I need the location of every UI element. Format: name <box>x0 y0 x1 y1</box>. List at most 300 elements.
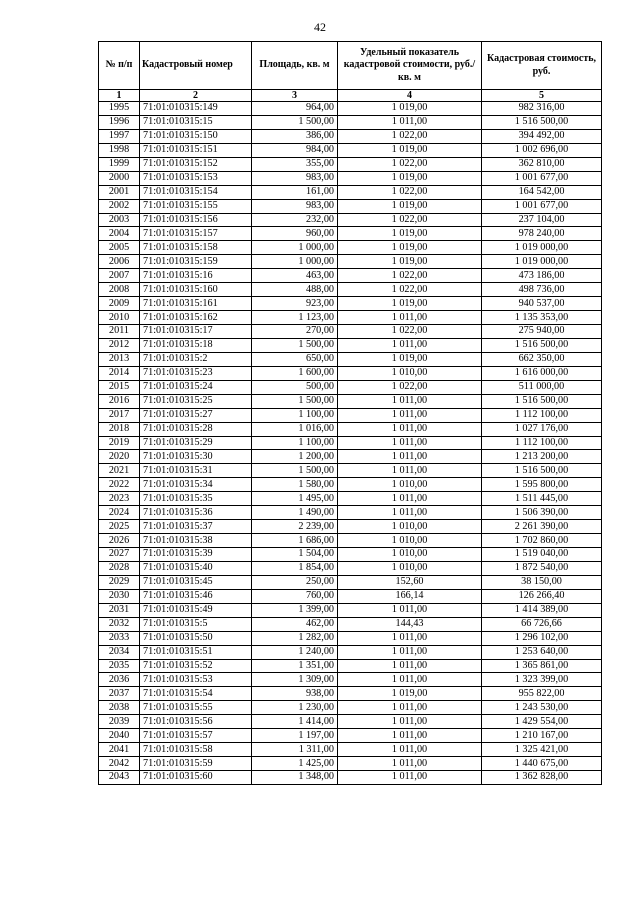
area-cell: 161,00 <box>252 185 338 199</box>
area-cell: 650,00 <box>252 352 338 366</box>
row-number-cell: 2002 <box>99 199 140 213</box>
cadastral-cost-cell: 1 519 040,00 <box>482 548 602 562</box>
table-row <box>99 255 602 269</box>
specific-value-cell: 1 011,00 <box>338 422 482 436</box>
cadastral-number-cell: 71:01:010315:39 <box>140 548 252 562</box>
header-area: Площадь, кв. м <box>252 42 338 90</box>
cadastral-number-cell: 71:01:010315:24 <box>140 380 252 394</box>
area-cell: 1 000,00 <box>252 241 338 255</box>
table-row <box>99 394 602 408</box>
cadastral-number-cell: 71:01:010315:56 <box>140 715 252 729</box>
row-number-cell: 2039 <box>99 715 140 729</box>
cadastral-number-cell: 71:01:010315:153 <box>140 171 252 185</box>
cadastral-number-cell: 71:01:010315:58 <box>140 743 252 757</box>
cadastral-number-cell: 71:01:010315:60 <box>140 771 252 785</box>
area-cell: 1 504,00 <box>252 548 338 562</box>
table-row <box>99 171 602 185</box>
row-number-cell: 2043 <box>99 771 140 785</box>
table-row <box>99 687 602 701</box>
cadastral-number-cell: 71:01:010315:149 <box>140 102 252 116</box>
cadastral-cost-cell: 1 019 000,00 <box>482 255 602 269</box>
row-number-cell: 2009 <box>99 297 140 311</box>
row-number-cell: 2042 <box>99 757 140 771</box>
specific-value-cell: 1 019,00 <box>338 255 482 269</box>
area-cell: 1 230,00 <box>252 701 338 715</box>
cadastral-cost-cell: 394 492,00 <box>482 129 602 143</box>
column-number: 2 <box>140 90 252 102</box>
row-number-cell: 2023 <box>99 492 140 506</box>
cadastral-number-cell: 71:01:010315:150 <box>140 129 252 143</box>
cadastral-number-cell: 71:01:010315:37 <box>140 520 252 534</box>
area-cell: 463,00 <box>252 269 338 283</box>
row-number-cell: 2025 <box>99 520 140 534</box>
row-number-cell: 2011 <box>99 325 140 339</box>
cadastral-cost-cell: 1 243 530,00 <box>482 701 602 715</box>
table-row <box>99 227 602 241</box>
row-number-cell: 2004 <box>99 227 140 241</box>
cadastral-number-cell: 71:01:010315:152 <box>140 157 252 171</box>
cadastral-number-cell: 71:01:010315:31 <box>140 464 252 478</box>
cadastral-number-cell: 71:01:010315:151 <box>140 143 252 157</box>
specific-value-cell: 1 022,00 <box>338 129 482 143</box>
specific-value-cell: 1 019,00 <box>338 687 482 701</box>
table-row <box>99 436 602 450</box>
row-number-cell: 2016 <box>99 394 140 408</box>
cadastral-cost-cell: 1 253 640,00 <box>482 645 602 659</box>
header-row-number: № п/п <box>99 42 140 90</box>
cadastral-cost-cell: 955 822,00 <box>482 687 602 701</box>
cadastral-table <box>98 41 602 785</box>
row-number-cell: 2000 <box>99 171 140 185</box>
column-number: 3 <box>252 90 338 102</box>
area-cell: 1 282,00 <box>252 631 338 645</box>
area-cell: 1 686,00 <box>252 534 338 548</box>
cadastral-number-cell: 71:01:010315:154 <box>140 185 252 199</box>
row-number-cell: 2036 <box>99 673 140 687</box>
table-row <box>99 673 602 687</box>
row-number-cell: 2022 <box>99 478 140 492</box>
specific-value-cell: 1 022,00 <box>338 185 482 199</box>
row-number-cell: 2028 <box>99 561 140 575</box>
cadastral-cost-cell: 940 537,00 <box>482 297 602 311</box>
table-row <box>99 729 602 743</box>
header-cadastral-cost: Кадастровая стоимость, руб. <box>482 42 602 90</box>
cadastral-cost-cell: 1 511 445,00 <box>482 492 602 506</box>
table-row <box>99 297 602 311</box>
specific-value-cell: 1 019,00 <box>338 297 482 311</box>
area-cell: 760,00 <box>252 589 338 603</box>
cadastral-number-cell: 71:01:010315:162 <box>140 311 252 325</box>
table-row <box>99 561 602 575</box>
cadastral-cost-cell: 978 240,00 <box>482 227 602 241</box>
specific-value-cell: 144,43 <box>338 617 482 631</box>
table-row <box>99 464 602 478</box>
area-cell: 355,00 <box>252 157 338 171</box>
specific-value-cell: 1 010,00 <box>338 561 482 575</box>
area-cell: 984,00 <box>252 143 338 157</box>
cadastral-cost-cell: 1 001 677,00 <box>482 171 602 185</box>
cadastral-cost-cell: 164 542,00 <box>482 185 602 199</box>
specific-value-cell: 1 022,00 <box>338 325 482 339</box>
table-row <box>99 645 602 659</box>
area-cell: 386,00 <box>252 129 338 143</box>
page-number: 42 <box>314 20 326 34</box>
column-number: 5 <box>482 90 602 102</box>
specific-value-cell: 1 011,00 <box>338 115 482 129</box>
cadastral-number-cell: 71:01:010315:51 <box>140 645 252 659</box>
cadastral-cost-cell: 1 595 800,00 <box>482 478 602 492</box>
area-cell: 250,00 <box>252 575 338 589</box>
cadastral-cost-cell: 1 135 353,00 <box>482 311 602 325</box>
row-number-cell: 1996 <box>99 115 140 129</box>
cadastral-cost-cell: 511 000,00 <box>482 380 602 394</box>
table-row <box>99 199 602 213</box>
cadastral-number-cell: 71:01:010315:54 <box>140 687 252 701</box>
specific-value-cell: 1 011,00 <box>338 743 482 757</box>
area-cell: 1 200,00 <box>252 450 338 464</box>
table-row <box>99 241 602 255</box>
cadastral-cost-cell: 1 112 100,00 <box>482 408 602 422</box>
table-row <box>99 325 602 339</box>
cadastral-cost-cell: 1 362 828,00 <box>482 771 602 785</box>
table-row <box>99 450 602 464</box>
table-row <box>99 743 602 757</box>
area-cell: 1 500,00 <box>252 394 338 408</box>
specific-value-cell: 1 022,00 <box>338 213 482 227</box>
area-cell: 923,00 <box>252 297 338 311</box>
area-cell: 1 100,00 <box>252 408 338 422</box>
row-number-cell: 1997 <box>99 129 140 143</box>
area-cell: 983,00 <box>252 199 338 213</box>
cadastral-number-cell: 71:01:010315:45 <box>140 575 252 589</box>
area-cell: 1 580,00 <box>252 478 338 492</box>
area-cell: 1 351,00 <box>252 659 338 673</box>
cadastral-number-cell: 71:01:010315:57 <box>140 729 252 743</box>
area-cell: 938,00 <box>252 687 338 701</box>
row-number-cell: 2026 <box>99 534 140 548</box>
cadastral-cost-cell: 1 702 860,00 <box>482 534 602 548</box>
cadastral-cost-cell: 126 266,40 <box>482 589 602 603</box>
cadastral-number-cell: 71:01:010315:17 <box>140 325 252 339</box>
area-cell: 1 495,00 <box>252 492 338 506</box>
area-cell: 1 425,00 <box>252 757 338 771</box>
table-row <box>99 478 602 492</box>
row-number-cell: 2032 <box>99 617 140 631</box>
row-number-cell: 2014 <box>99 366 140 380</box>
specific-value-cell: 1 010,00 <box>338 478 482 492</box>
cadastral-cost-cell: 498 736,00 <box>482 283 602 297</box>
table-row <box>99 715 602 729</box>
specific-value-cell: 1 019,00 <box>338 241 482 255</box>
specific-value-cell: 1 010,00 <box>338 520 482 534</box>
row-number-cell: 2033 <box>99 631 140 645</box>
cadastral-number-cell: 71:01:010315:30 <box>140 450 252 464</box>
specific-value-cell: 1 011,00 <box>338 394 482 408</box>
row-number-cell: 2013 <box>99 352 140 366</box>
area-cell: 1 309,00 <box>252 673 338 687</box>
row-number-cell: 2037 <box>99 687 140 701</box>
row-number-cell: 2006 <box>99 255 140 269</box>
cadastral-number-cell: 71:01:010315:36 <box>140 506 252 520</box>
cadastral-number-cell: 71:01:010315:23 <box>140 366 252 380</box>
specific-value-cell: 1 010,00 <box>338 534 482 548</box>
table-row <box>99 408 602 422</box>
table-row <box>99 380 602 394</box>
specific-value-cell: 1 011,00 <box>338 436 482 450</box>
specific-value-cell: 1 011,00 <box>338 715 482 729</box>
specific-value-cell: 1 019,00 <box>338 143 482 157</box>
cadastral-number-cell: 71:01:010315:25 <box>140 394 252 408</box>
table-row <box>99 520 602 534</box>
cadastral-number-cell: 71:01:010315:16 <box>140 269 252 283</box>
specific-value-cell: 1 011,00 <box>338 492 482 506</box>
cadastral-cost-cell: 1 001 677,00 <box>482 199 602 213</box>
specific-value-cell: 1 011,00 <box>338 645 482 659</box>
table-row <box>99 603 602 617</box>
row-number-cell: 2005 <box>99 241 140 255</box>
table-row <box>99 338 602 352</box>
row-number-cell: 2021 <box>99 464 140 478</box>
specific-value-cell: 1 019,00 <box>338 352 482 366</box>
cadastral-number-cell: 71:01:010315:40 <box>140 561 252 575</box>
cadastral-cost-cell: 237 104,00 <box>482 213 602 227</box>
cadastral-number-cell: 71:01:010315:2 <box>140 352 252 366</box>
row-number-cell: 2018 <box>99 422 140 436</box>
table-row <box>99 506 602 520</box>
area-cell: 1 016,00 <box>252 422 338 436</box>
area-cell: 1 414,00 <box>252 715 338 729</box>
cadastral-cost-cell: 1 414 389,00 <box>482 603 602 617</box>
header-cadastral-number: Кадастровый номер <box>140 42 252 90</box>
row-number-cell: 1999 <box>99 157 140 171</box>
table-row <box>99 366 602 380</box>
cadastral-cost-cell: 1 325 421,00 <box>482 743 602 757</box>
specific-value-cell: 1 011,00 <box>338 408 482 422</box>
area-cell: 1 500,00 <box>252 338 338 352</box>
specific-value-cell: 1 011,00 <box>338 506 482 520</box>
cadastral-number-cell: 71:01:010315:38 <box>140 534 252 548</box>
specific-value-cell: 1 011,00 <box>338 311 482 325</box>
cadastral-number-cell: 71:01:010315:155 <box>140 199 252 213</box>
row-number-cell: 2007 <box>99 269 140 283</box>
cadastral-cost-cell: 1 516 500,00 <box>482 338 602 352</box>
area-cell: 1 399,00 <box>252 603 338 617</box>
cadastral-number-cell: 71:01:010315:161 <box>140 297 252 311</box>
specific-value-cell: 1 019,00 <box>338 102 482 116</box>
specific-value-cell: 1 022,00 <box>338 269 482 283</box>
area-cell: 1 854,00 <box>252 561 338 575</box>
cadastral-cost-cell: 66 726,66 <box>482 617 602 631</box>
area-cell: 964,00 <box>252 102 338 116</box>
cadastral-number-cell: 71:01:010315:34 <box>140 478 252 492</box>
table-row <box>99 631 602 645</box>
row-number-cell: 2027 <box>99 548 140 562</box>
table-row <box>99 283 602 297</box>
row-number-cell: 2015 <box>99 380 140 394</box>
cadastral-cost-cell: 1 019 000,00 <box>482 241 602 255</box>
specific-value-cell: 1 022,00 <box>338 283 482 297</box>
cadastral-number-cell: 71:01:010315:18 <box>140 338 252 352</box>
table-body <box>99 102 602 785</box>
cadastral-number-cell: 71:01:010315:15 <box>140 115 252 129</box>
cadastral-cost-cell: 275 940,00 <box>482 325 602 339</box>
area-cell: 1 240,00 <box>252 645 338 659</box>
row-number-cell: 2031 <box>99 603 140 617</box>
area-cell: 1 348,00 <box>252 771 338 785</box>
specific-value-cell: 1 011,00 <box>338 673 482 687</box>
cadastral-number-cell: 71:01:010315:55 <box>140 701 252 715</box>
area-cell: 1 123,00 <box>252 311 338 325</box>
cadastral-cost-cell: 1 516 500,00 <box>482 394 602 408</box>
area-cell: 1 311,00 <box>252 743 338 757</box>
table-row <box>99 311 602 325</box>
specific-value-cell: 152,60 <box>338 575 482 589</box>
specific-value-cell: 1 011,00 <box>338 450 482 464</box>
area-cell: 1 500,00 <box>252 115 338 129</box>
table-row <box>99 143 602 157</box>
specific-value-cell: 1 019,00 <box>338 171 482 185</box>
cadastral-cost-cell: 1 213 200,00 <box>482 450 602 464</box>
table-row <box>99 589 602 603</box>
row-number-cell: 1995 <box>99 102 140 116</box>
cadastral-cost-cell: 1 872 540,00 <box>482 561 602 575</box>
row-number-cell: 2012 <box>99 338 140 352</box>
area-cell: 232,00 <box>252 213 338 227</box>
area-cell: 1 000,00 <box>252 255 338 269</box>
row-number-cell: 2030 <box>99 589 140 603</box>
specific-value-cell: 1 022,00 <box>338 380 482 394</box>
header-specific-value: Удельный показатель кадастровой стоимости, руб./кв. м <box>338 42 482 90</box>
row-number-cell: 2035 <box>99 659 140 673</box>
specific-value-cell: 1 011,00 <box>338 603 482 617</box>
cadastral-number-cell: 71:01:010315:158 <box>140 241 252 255</box>
table-row <box>99 659 602 673</box>
area-cell: 1 600,00 <box>252 366 338 380</box>
table-row <box>99 352 602 366</box>
table-row <box>99 269 602 283</box>
cadastral-cost-cell: 1 516 500,00 <box>482 464 602 478</box>
specific-value-cell: 1 010,00 <box>338 548 482 562</box>
table-row <box>99 575 602 589</box>
cadastral-cost-cell: 1 210 167,00 <box>482 729 602 743</box>
area-cell: 2 239,00 <box>252 520 338 534</box>
table-row <box>99 492 602 506</box>
area-cell: 500,00 <box>252 380 338 394</box>
table-row <box>99 213 602 227</box>
column-number: 4 <box>338 90 482 102</box>
specific-value-cell: 1 019,00 <box>338 199 482 213</box>
cadastral-cost-cell: 1 323 399,00 <box>482 673 602 687</box>
specific-value-cell: 1 011,00 <box>338 757 482 771</box>
cadastral-cost-cell: 1 516 500,00 <box>482 115 602 129</box>
cadastral-cost-cell: 1 296 102,00 <box>482 631 602 645</box>
cadastral-cost-cell: 38 150,00 <box>482 575 602 589</box>
specific-value-cell: 1 011,00 <box>338 631 482 645</box>
table-row <box>99 548 602 562</box>
row-number-cell: 2040 <box>99 729 140 743</box>
cadastral-number-cell: 71:01:010315:5 <box>140 617 252 631</box>
table-row <box>99 129 602 143</box>
cadastral-cost-cell: 362 810,00 <box>482 157 602 171</box>
area-cell: 983,00 <box>252 171 338 185</box>
cadastral-number-cell: 71:01:010315:29 <box>140 436 252 450</box>
row-number-cell: 2010 <box>99 311 140 325</box>
cadastral-cost-cell: 1 440 675,00 <box>482 757 602 771</box>
area-cell: 960,00 <box>252 227 338 241</box>
table-row <box>99 422 602 436</box>
specific-value-cell: 1 010,00 <box>338 366 482 380</box>
cadastral-number-cell: 71:01:010315:50 <box>140 631 252 645</box>
cadastral-cost-cell: 1 365 861,00 <box>482 659 602 673</box>
specific-value-cell: 1 011,00 <box>338 729 482 743</box>
specific-value-cell: 1 011,00 <box>338 701 482 715</box>
specific-value-cell: 1 011,00 <box>338 338 482 352</box>
area-cell: 462,00 <box>252 617 338 631</box>
column-number-row <box>99 90 602 102</box>
cadastral-cost-cell: 1 112 100,00 <box>482 436 602 450</box>
cadastral-number-cell: 71:01:010315:159 <box>140 255 252 269</box>
cadastral-cost-cell: 473 186,00 <box>482 269 602 283</box>
area-cell: 270,00 <box>252 325 338 339</box>
table-row <box>99 617 602 631</box>
table-row <box>99 534 602 548</box>
specific-value-cell: 1 022,00 <box>338 157 482 171</box>
cadastral-number-cell: 71:01:010315:35 <box>140 492 252 506</box>
table-row <box>99 771 602 785</box>
row-number-cell: 2019 <box>99 436 140 450</box>
header-row <box>99 42 602 90</box>
specific-value-cell: 1 011,00 <box>338 659 482 673</box>
table-row <box>99 701 602 715</box>
cadastral-number-cell: 71:01:010315:46 <box>140 589 252 603</box>
cadastral-cost-cell: 1 506 390,00 <box>482 506 602 520</box>
area-cell: 488,00 <box>252 283 338 297</box>
area-cell: 1 100,00 <box>252 436 338 450</box>
specific-value-cell: 1 019,00 <box>338 227 482 241</box>
cadastral-number-cell: 71:01:010315:157 <box>140 227 252 241</box>
row-number-cell: 2001 <box>99 185 140 199</box>
area-cell: 1 500,00 <box>252 464 338 478</box>
cadastral-number-cell: 71:01:010315:52 <box>140 659 252 673</box>
row-number-cell: 2029 <box>99 575 140 589</box>
row-number-cell: 2003 <box>99 213 140 227</box>
row-number-cell: 2034 <box>99 645 140 659</box>
specific-value-cell: 1 011,00 <box>338 464 482 478</box>
specific-value-cell: 166,14 <box>338 589 482 603</box>
column-number: 1 <box>99 90 140 102</box>
cadastral-number-cell: 71:01:010315:53 <box>140 673 252 687</box>
row-number-cell: 2024 <box>99 506 140 520</box>
cadastral-cost-cell: 982 316,00 <box>482 102 602 116</box>
cadastral-cost-cell: 1 429 554,00 <box>482 715 602 729</box>
row-number-cell: 2008 <box>99 283 140 297</box>
cadastral-number-cell: 71:01:010315:27 <box>140 408 252 422</box>
cadastral-cost-cell: 662 350,00 <box>482 352 602 366</box>
row-number-cell: 2038 <box>99 701 140 715</box>
row-number-cell: 1998 <box>99 143 140 157</box>
cadastral-number-cell: 71:01:010315:49 <box>140 603 252 617</box>
cadastral-cost-cell: 1 616 000,00 <box>482 366 602 380</box>
table-row <box>99 157 602 171</box>
specific-value-cell: 1 011,00 <box>338 771 482 785</box>
cadastral-number-cell: 71:01:010315:160 <box>140 283 252 297</box>
area-cell: 1 197,00 <box>252 729 338 743</box>
row-number-cell: 2041 <box>99 743 140 757</box>
cadastral-number-cell: 71:01:010315:28 <box>140 422 252 436</box>
table-row <box>99 115 602 129</box>
cadastral-cost-cell: 1 027 176,00 <box>482 422 602 436</box>
row-number-cell: 2020 <box>99 450 140 464</box>
